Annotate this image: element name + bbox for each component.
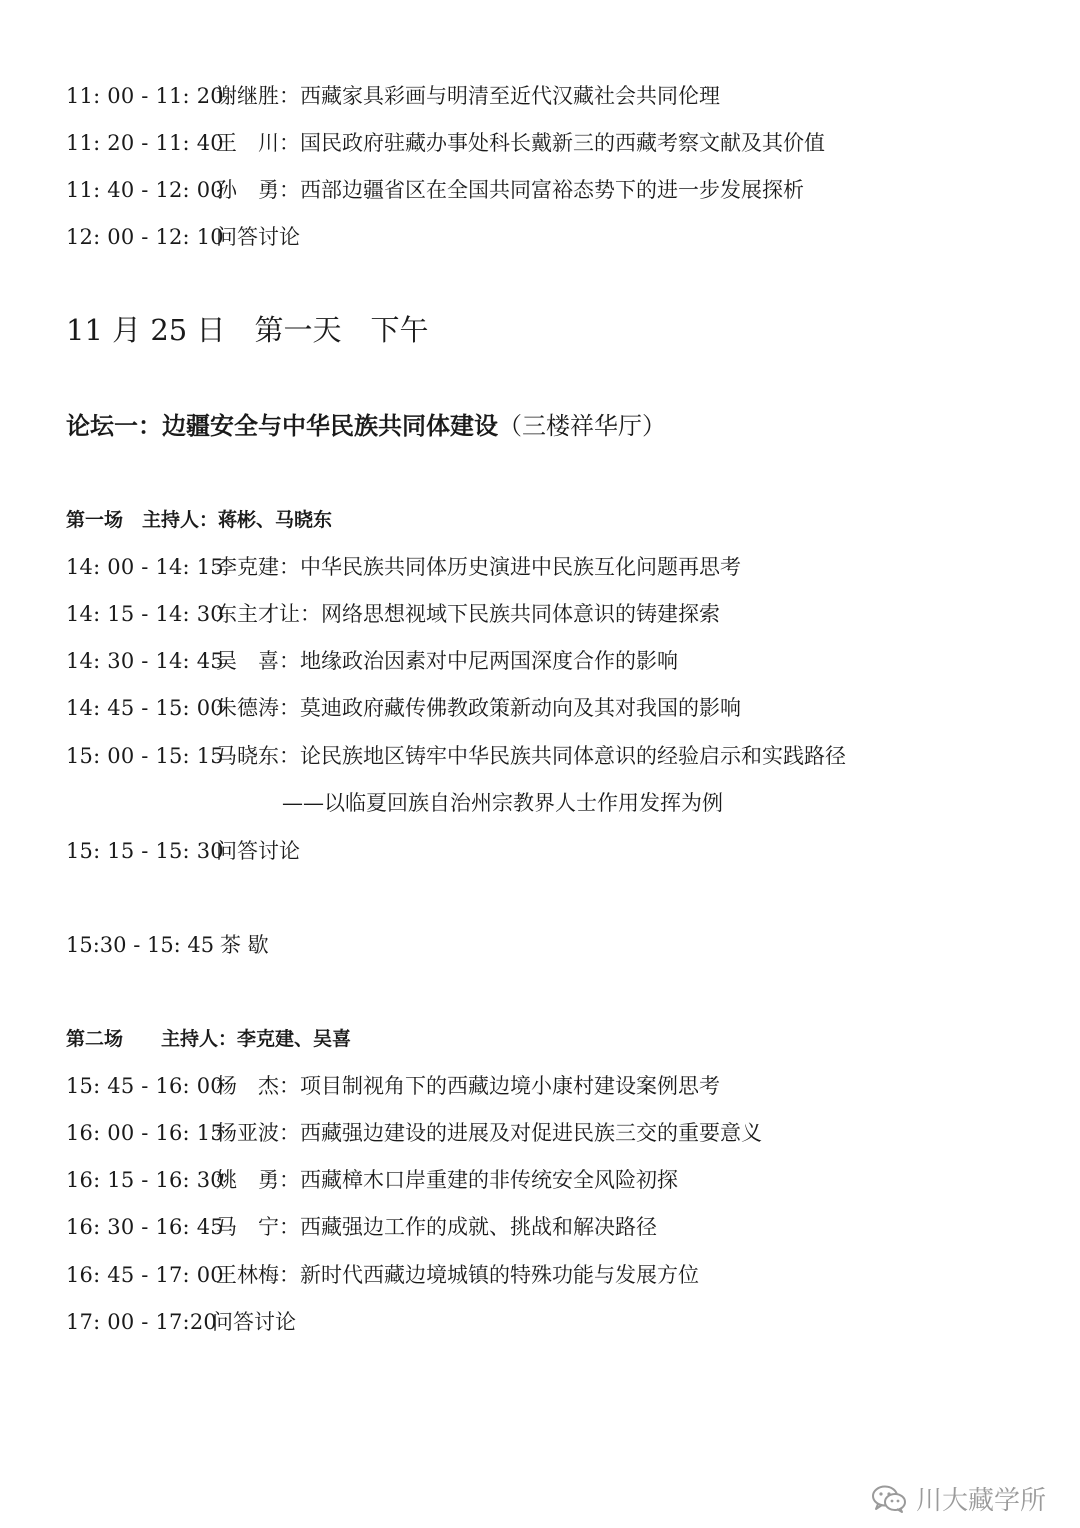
time-slot: 16: 00 - 16: 15: [66, 1121, 224, 1145]
forum-title: [66, 410, 666, 442]
talk-title: 朱德涛：莫迪政府藏传佛教政策新动向及其对我国的影响: [216, 696, 741, 720]
time-slot: 14: 15 - 14: 30: [66, 602, 224, 626]
time-slot: 16: 45 - 17: 00: [66, 1263, 224, 1287]
agenda-row: [66, 1213, 657, 1241]
talk-title: 谢继胜：西藏家具彩画与明清至近代汉藏社会共同伦理: [216, 84, 720, 108]
agenda-row: [66, 1166, 678, 1194]
talk-subtitle: ——以临夏回族自治州宗教界人士作用发挥为例: [282, 791, 723, 815]
tea-break-label: 茶 歇: [220, 933, 269, 957]
agenda-row: [66, 176, 804, 204]
time-slot: 14: 00 - 14: 15: [66, 555, 224, 579]
talk-title: 杨亚波：西藏强边建设的进展及对促进民族三交的重要意义: [216, 1121, 762, 1145]
talk-title: 孙 勇：西部边疆省区在全国共同富裕态势下的进一步发展探析: [216, 178, 804, 202]
agenda-row: [66, 600, 720, 628]
talk-title: 王 川：国民政府驻藏办事处科长戴新三的西藏考察文献及其价值: [216, 131, 825, 155]
time-slot: 11: 00 - 11: 20: [66, 84, 224, 108]
talk-title: 杨 杰：项目制视角下的西藏边境小康村建设案例思考: [216, 1074, 720, 1098]
time-slot: 15: 00 - 15: 15: [66, 744, 224, 768]
time-slot: 16: 30 - 16: 45: [66, 1215, 224, 1239]
talk-title: 问答讨论: [212, 1310, 296, 1334]
talk-title: 问答讨论: [216, 225, 300, 249]
time-slot: 14: 45 - 15: 00: [66, 696, 224, 720]
time-slot: 15: 15 - 15: 30: [66, 839, 224, 863]
agenda-row: [66, 837, 300, 865]
forum-venue: （三楼祥华厅）: [498, 412, 666, 440]
watermark: [870, 1480, 1046, 1517]
agenda-row: [66, 647, 678, 675]
session-header: [66, 1026, 351, 1052]
time-slot: 11: 40 - 12: 00: [66, 178, 224, 202]
tea-break-row: [66, 931, 269, 959]
agenda-row: [66, 742, 846, 770]
wechat-icon: [870, 1484, 908, 1514]
time-slot: 15:30 - 15: 45: [66, 933, 215, 957]
agenda-row: [66, 694, 741, 722]
talk-title: 马 宁：西藏强边工作的成就、挑战和解决路径: [216, 1215, 657, 1239]
talk-title: 马晓东：论民族地区铸牢中华民族共同体意识的经验启示和实践路径: [216, 744, 846, 768]
time-slot: 17: 00 - 17:20: [66, 1310, 217, 1334]
time-slot: 14: 30 - 14: 45: [66, 649, 224, 673]
agenda-row: [66, 1072, 720, 1100]
talk-title: 问答讨论: [216, 839, 300, 863]
talk-title: 吴 喜：地缘政治因素对中尼两国深度合作的影响: [216, 649, 678, 673]
agenda-row: [66, 1119, 762, 1147]
session-hosts: 蒋彬、马晓东: [218, 509, 333, 531]
time-slot: 12: 00 - 12: 10: [66, 225, 224, 249]
agenda-row: [66, 553, 741, 581]
talk-title: 李克建：中华民族共同体历史演进中民族互化问题再思考: [216, 555, 741, 579]
agenda-row: [66, 223, 300, 251]
agenda-row: [66, 82, 720, 110]
session-hosts: 李克建、吴喜: [237, 1028, 352, 1050]
time-slot: 16: 15 - 16: 30: [66, 1168, 224, 1192]
session-label: 第二场 主持人：: [66, 1028, 238, 1050]
day-heading: 11 月 25 日 第一天 下午: [66, 313, 429, 347]
agenda-row: [66, 1308, 296, 1336]
talk-title: 姚 勇：西藏樟木口岸重建的非传统安全风险初探: [216, 1168, 678, 1192]
session-label: 第一场 主持人：: [66, 509, 219, 531]
agenda-row: [66, 129, 825, 157]
talk-title: 王林梅：新时代西藏边境城镇的特殊功能与发展方位: [216, 1263, 699, 1287]
session-header: [66, 507, 332, 533]
watermark-text: 川大藏学所: [915, 1486, 1046, 1516]
agenda-row: [66, 1261, 699, 1289]
time-slot: 15: 45 - 16: 00: [66, 1074, 224, 1098]
time-slot: 11: 20 - 11: 40: [66, 131, 224, 155]
forum-name: 论坛一：边疆安全与中华民族共同体建设: [66, 412, 498, 440]
talk-title: 东主才让：网络思想视域下民族共同体意识的铸建探索: [216, 602, 720, 626]
